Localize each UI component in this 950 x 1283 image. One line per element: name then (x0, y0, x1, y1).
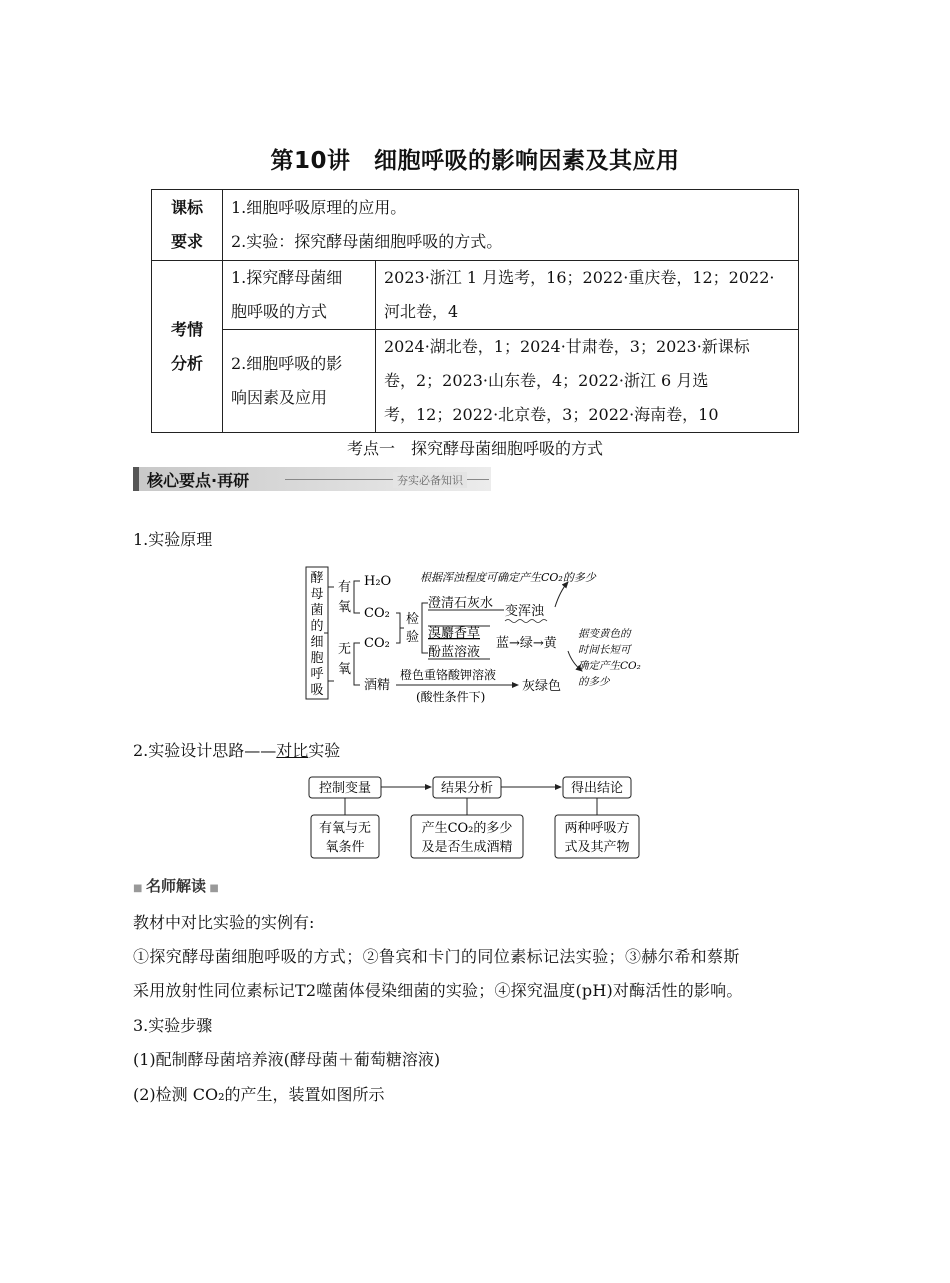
detect-label: 验 (406, 630, 420, 645)
topic-cell: 1.探究酵母菌细 胞呼吸的方式 (223, 261, 376, 330)
note2-text: 时间长短可 (578, 644, 631, 656)
aerobic-label: 氧 (338, 600, 352, 615)
requirements-table (151, 189, 799, 433)
result-analysis-label: 结果分析 (440, 781, 494, 796)
alcohol-label: 酒精 (364, 678, 391, 693)
control-variable-label: 控制变量 (318, 781, 372, 796)
limewater-label: 澄清石灰水 (428, 596, 494, 611)
yeast-char: 菌 (310, 603, 324, 618)
co2-merge (396, 613, 400, 643)
page-title: 第10讲 细胞呼吸的影响因素及其应用 (270, 148, 680, 174)
condition-label: 有氧与无 (318, 821, 372, 836)
yeast-char: 呼 (310, 667, 324, 682)
acid-label: (酸性条件下) (416, 690, 486, 704)
resp-type-label: 两种呼吸方 (564, 821, 630, 836)
aerobic-bracket (354, 581, 360, 613)
co2-aerobic-label: CO₂ (364, 606, 390, 621)
banner-subtitle: 夯实必备知识 (393, 472, 467, 488)
paragraph: 采用放射性同位素标记T2噬菌体侵染细菌的实验；④探究温度(pH)对酶活性的影响。 (133, 981, 743, 1000)
color-sequence: 蓝→绿→黄 (496, 636, 557, 651)
step-2: (2)检测 CO₂的产生，装置如图所示 (133, 1085, 385, 1104)
resp-type-label: 式及其产物 (564, 840, 630, 855)
exam-cell: 2023·浙江 1 月选考，16；2022·重庆卷，12；2022· 河北卷，4 (376, 261, 799, 330)
yeast-char: 的 (310, 619, 324, 634)
note1-text: 根据浑浊程度可确定产生CO₂的多少 (420, 571, 596, 584)
respiration-principle-diagram (300, 563, 660, 708)
note2-text: 的多少 (578, 676, 610, 688)
product-label: 及是否生成酒精 (421, 840, 513, 855)
yeast-char: 细 (310, 635, 324, 650)
product-label: 产生CO₂的多少 (421, 821, 513, 836)
yeast-char: 胞 (310, 651, 324, 666)
condition-label: 氧条件 (325, 840, 365, 855)
anaerobic-bracket (354, 643, 360, 685)
co2-anaerobic-label: CO₂ (364, 636, 390, 651)
section-1-heading: 1.实验原理 (133, 530, 213, 549)
anaerobic-label: 无 (338, 642, 352, 657)
anaerobic-label: 氧 (338, 662, 352, 677)
turbid-wave (505, 620, 547, 623)
turbid-label: 变浑浊 (505, 604, 545, 619)
step-1: (1)配制酵母菌培养液(酵母菌＋葡萄糖溶液) (133, 1050, 441, 1069)
paragraph: ①探究酵母菌细胞呼吸的方式；②鲁宾和卡门的同位素标记法实验；③赫尔希和蔡斯 (133, 947, 740, 966)
detect-label: 检 (406, 612, 420, 627)
exam-cell: 2024·湖北卷，1；2024·甘肃卷，3；2023·新课标 卷，2；2023·山东卷，4；2022·浙江 6 月选 考，12；2022·北京卷，3；2022·海南卷，10 (376, 330, 799, 433)
aerobic-label: 有 (338, 580, 352, 595)
mingshi-heading: ■ 名师解读 ■ (133, 877, 219, 895)
note2-text: 确定产生CO₂ (578, 660, 641, 672)
section-2-heading: 2.实验设计思路——对比实验 (133, 741, 341, 760)
kebiao-header: 课标 要求 (152, 190, 223, 261)
paragraph: 教材中对比实验的实例有: (133, 913, 315, 932)
yeast-char: 吸 (310, 683, 324, 698)
section-banner (133, 467, 491, 491)
dichromate-label: 橙色重铬酸钾溶液 (400, 668, 497, 682)
banner-bar (133, 467, 139, 491)
note1-arrow (555, 582, 568, 607)
topic-cell: 2.细胞呼吸的影 响因素及应用 (223, 330, 376, 433)
banner-title: 核心要点·再研 (147, 471, 250, 490)
graygreen-label: 灰绿色 (522, 679, 562, 694)
kaodian-heading: 考点一 探究酵母菌细胞呼吸的方式 (346, 439, 603, 458)
conclusion-label: 得出结论 (570, 781, 624, 796)
yeast-char: 母 (310, 587, 324, 602)
yeast-char: 酵 (310, 571, 324, 586)
kebiao-content: 1.细胞呼吸原理的应用。 2.实验：探究酵母菌细胞呼吸的方式。 (223, 190, 799, 261)
kaoqing-header: 考情 分析 (152, 261, 223, 433)
section-3-heading: 3.实验步骤 (133, 1016, 213, 1035)
main-bracket (328, 587, 334, 681)
bromothymol-label-2: 酚蓝溶液 (428, 645, 481, 660)
note2-text: 据变黄色的 (578, 628, 631, 640)
bromothymol-label: 溴麝香草 (428, 626, 481, 641)
design-flow-diagram (305, 770, 645, 862)
h2o-label: H₂O (364, 574, 392, 589)
